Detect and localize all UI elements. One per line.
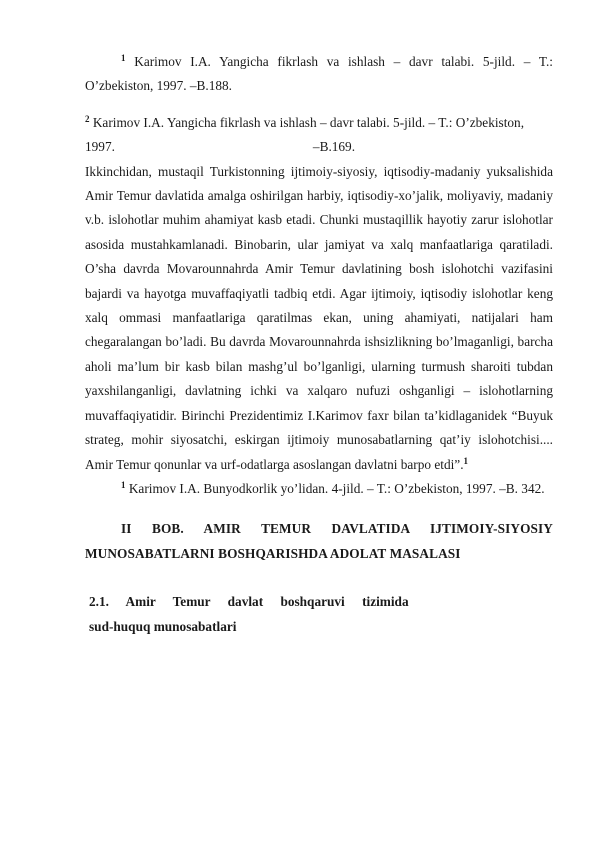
section-heading-line-1: 2.1. Amir Temur davlat boshqaruvi tizimida — [89, 594, 409, 610]
footnote-marker: 1 — [121, 53, 126, 63]
chapter-heading: II BOB. AMIR TEMUR DAVLATIDA IJTIMOIY-SIYOSIY MUNOSABATLARNI BOSHQARISHDA ADOLAT MASALASI — [85, 521, 553, 561]
footnote-1 — [85, 50, 553, 99]
footnote-text: Karimov I.A. Yangicha fikrlash va ishlash – davr talabi. 5-jild. – T.: O’zbekiston, — [92, 114, 525, 130]
footnote-3 — [85, 477, 553, 501]
footnote-text: Karimov I.A. Yangicha fikrlash va ishlash – davr talabi. 5-jild. – T.: O’zbekiston, 1997. –B.188. — [85, 54, 553, 94]
body-paragraph — [85, 160, 553, 477]
footnote-2-citation — [85, 135, 553, 159]
footnote-marker: 1 — [121, 479, 126, 490]
footnote-marker: 2 — [85, 113, 90, 124]
body-paragraph-text: Ikkinchidan, mustaqil Turkistonning ijtimoiy-siyosiy, iqtisodiy-madaniy yuksalishida Amir Temur davlatida amalga oshirilgan harbiy, iqtisodiy-xo’jalik, moliyaviy, madaniy v.b. islohotlar muhim ahamiyat kasb etadi. Chunki mustaqillik hayotiy zarur islohotlar asosida mustahkamlanadi. Binobarin, ular jamiyat va xalq manfaatlariga qaratiladi. O’sha davrda Movarounnahrda Amir Temur davlatining bosh islohotchi vazifasini bajardi va hayotga muvaffaqiyatli tadbiq etdi. Agar ijtimoiy, iqtisodiy islohotlar keng xalq ommasi manfaatlariga qaratilmas ekan, uning ahamiyati, natijalari ham chegaralangan bo’ladi. Bu davrda Movarounnahrda ishsizlikning bo’lmaganligi, barcha aholi ma’lum bir kasb bilan mashg’ul bo’lganligi, ularning turmush sharoiti tubdan yaxshilanganligi, davlatning ichki va xalqaro nufuzi oshganligi – islohotlarning muvaffaqiyatidir. Birinchi Prezidentimiz I.Karimov faxr bilan ta’kidlaganidek “Buyuk strateg, mohir siyosatchi, eskirgan ijtimoiy munosabatlarning qat’iy islohotchisi.... Amir Temur qonunlar va urf-odatlarga asoslangan davlatni barpo etdi”. — [85, 163, 553, 472]
footnote-2 — [85, 111, 553, 135]
footnote-year: 1997. — [85, 139, 115, 155]
section-heading-line-2: sud-huquq munosabatlari — [89, 618, 237, 634]
footnote-reference: 1 — [463, 455, 469, 466]
section-heading — [85, 590, 553, 639]
footnote-text: Karimov I.A. Bunyodkorlik yo’lidan. 4-jild. – T.: O’zbekiston, 1997. –B. 342. — [128, 480, 545, 496]
document-page — [85, 50, 553, 639]
footnote-page: –B.169. — [312, 139, 356, 155]
